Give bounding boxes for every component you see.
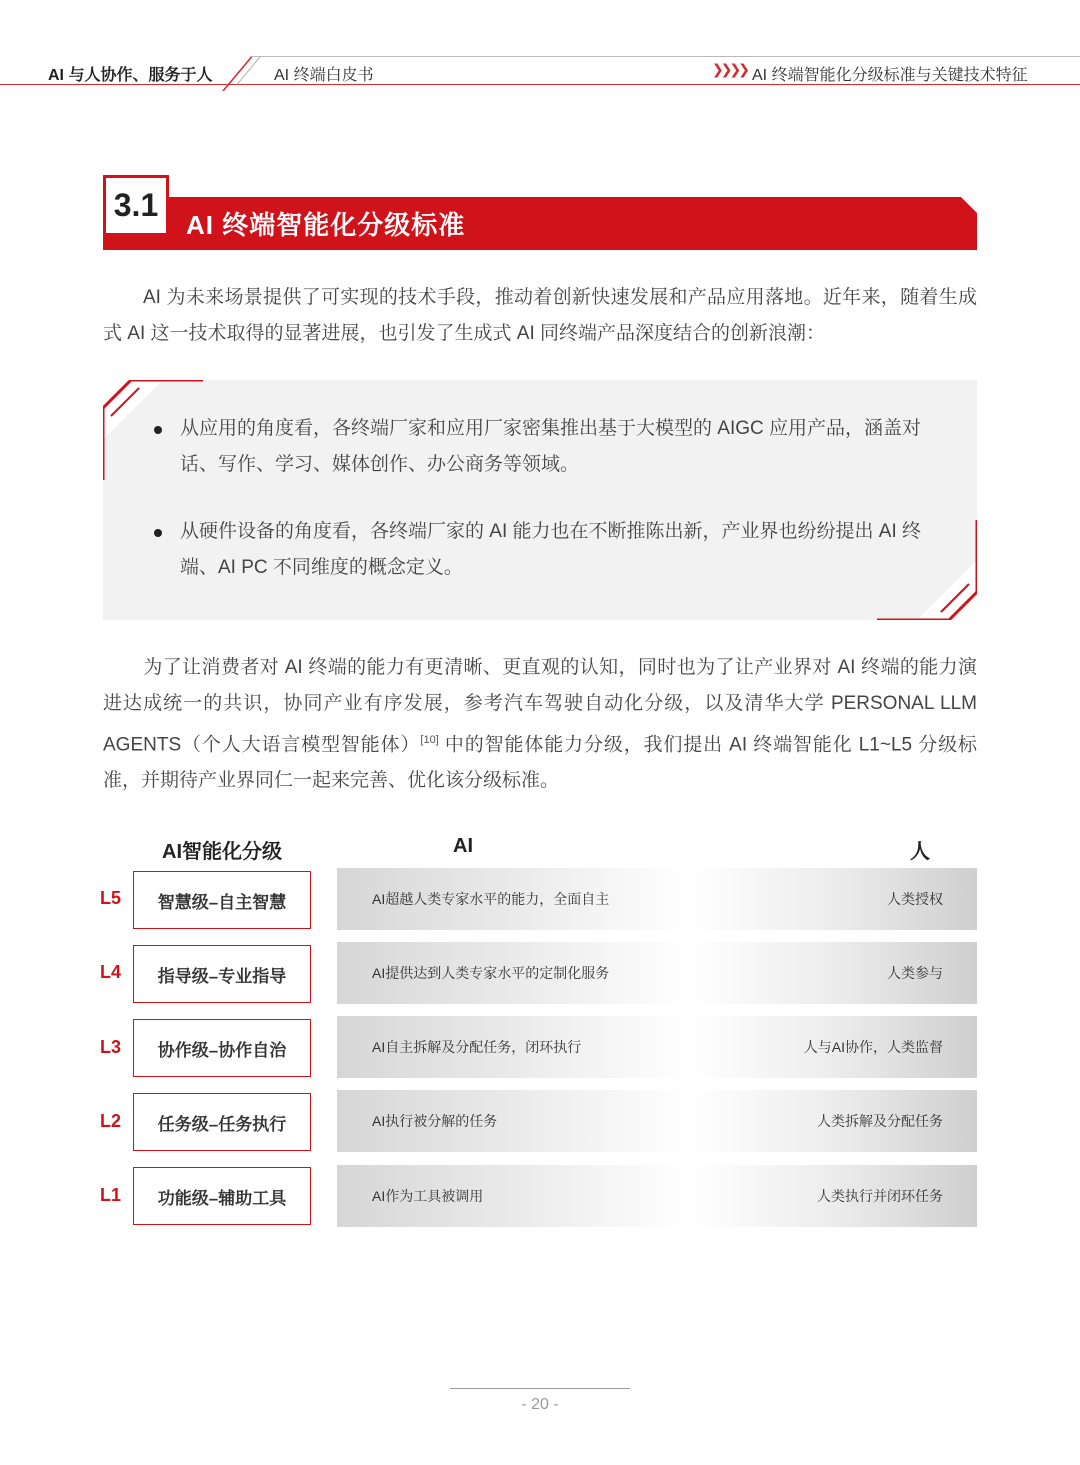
bullet-item	[180, 411, 950, 483]
level-code: L5	[100, 888, 122, 908]
human-role: 人类执行并闭环任务	[817, 1188, 943, 1204]
level-code: L4	[100, 962, 122, 982]
level-description-bar	[337, 1016, 977, 1078]
bullet-dot-icon	[154, 426, 162, 434]
section-number: 3.1	[113, 187, 159, 223]
header-chapter-title: AI 终端智能化分级标准与关键技术特征	[752, 67, 1028, 84]
ai-role: AI超越人类专家水平的能力，全面自主	[372, 891, 610, 907]
level-description-bar	[337, 942, 977, 1004]
column-header-human: 人	[910, 841, 930, 863]
intro-text: AI 为未来场景提供了可实现的技术手段，推动着创新快速发展和产品应用落地。近年来，随着生成式 AI 这一技术取得的显著进展，也引发了生成式 AI 同终端产品深度结合的创新浪潮：	[103, 287, 977, 344]
header-top-rule	[250, 56, 1080, 57]
level-code: L3	[100, 1037, 122, 1057]
section-title: AI 终端智能化分级标准	[186, 210, 466, 240]
human-role: 人类授权	[887, 891, 943, 907]
level-name: 任务级–任务执行	[133, 1093, 311, 1151]
bullet-item	[180, 514, 950, 586]
level-name: 协作级–协作自治	[133, 1019, 311, 1077]
level-code: L2	[100, 1111, 122, 1131]
paragraph-text-after: 中的智能体能力分级，我们提出 AI 终端智能化 L1~L5 分级标准，并期待产业界同仁一起来完善、优化该分级标准。	[103, 734, 977, 792]
level-description-bar	[337, 1165, 977, 1227]
level-name: 功能级–辅助工具	[133, 1167, 311, 1225]
level-name: 指导级–专业指导	[133, 945, 311, 1003]
human-role: 人类参与	[887, 965, 943, 981]
body-paragraph	[103, 650, 977, 799]
ai-role: AI执行被分解的任务	[372, 1113, 498, 1129]
reference-marker: [10]	[420, 734, 439, 746]
human-role: 人类拆解及分配任务	[817, 1113, 943, 1129]
intro-paragraph	[103, 280, 977, 352]
bullet-dot-icon	[154, 529, 162, 537]
level-name: 智慧级–自主智慧	[133, 871, 311, 929]
header-slash	[222, 57, 253, 91]
column-header-ai: AI	[453, 835, 473, 857]
column-header-level: AI智能化分级	[162, 841, 282, 863]
level-code: L1	[100, 1185, 122, 1205]
bullet-text: 从硬件设备的角度看，各终端厂家的 AI 能力也在不断推陈出新，产业界也纷纷提出 AI 终端、AI PC 不同维度的概念定义。	[180, 521, 922, 578]
footer-rule	[450, 1388, 630, 1389]
paragraph-text-before: 为了让消费者对 AI 终端的能力有更清晰、更直观的认知，同时也为了让产业界对 AI 终端的能力演进达成统一的共识，协同产业有序发展，参考汽车驾驶自动化分级，以及清华大学 PERSONAL LLM AGENTS（个人大语言模型智能体）	[103, 657, 977, 756]
header-slogan: AI 与人协作、服务于人	[48, 67, 213, 84]
level-description-bar	[337, 868, 977, 930]
human-role: 人与AI协作，人类监督	[803, 1039, 943, 1055]
ai-role: AI自主拆解及分配任务，闭环执行	[372, 1039, 582, 1055]
chevrons-icon: ❯❯❯❯	[712, 61, 747, 77]
page-number: - 20 -	[521, 1396, 559, 1413]
header-doc-title: AI 终端白皮书	[274, 67, 374, 84]
ai-role: AI作为工具被调用	[372, 1188, 484, 1204]
bullet-text: 从应用的角度看，各终端厂家和应用厂家密集推出基于大模型的 AIGC 应用产品，涵盖对话、写作、学习、媒体创作、办公商务等领域。	[180, 418, 922, 475]
ai-role: AI提供达到人类专家水平的定制化服务	[372, 965, 610, 981]
level-description-bar	[337, 1090, 977, 1152]
section-number-box	[103, 175, 169, 236]
